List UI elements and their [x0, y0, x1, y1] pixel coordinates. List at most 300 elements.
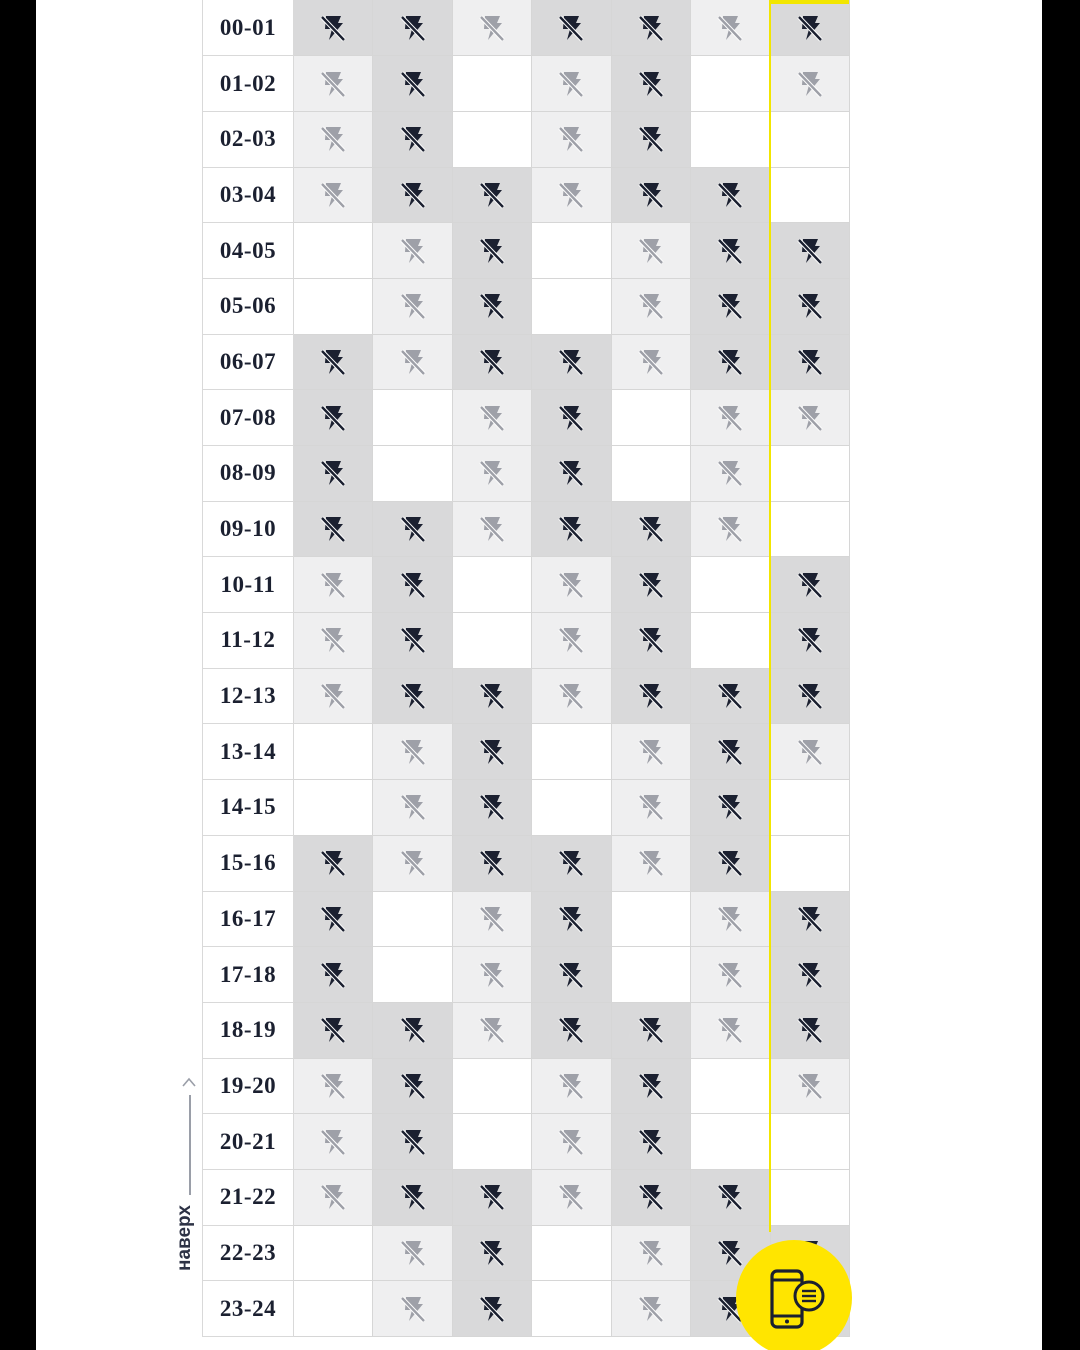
power-on-cell — [691, 56, 770, 112]
no-power-icon — [398, 124, 428, 154]
outage-possible-cell — [611, 1225, 690, 1281]
no-power-icon — [795, 904, 825, 934]
table-row — [203, 557, 850, 613]
no-power-icon — [795, 403, 825, 433]
outage-definite-cell — [294, 334, 373, 390]
outage-possible-cell — [294, 1114, 373, 1170]
no-power-icon — [715, 792, 745, 822]
no-power-icon — [715, 960, 745, 990]
no-power-icon — [556, 69, 586, 99]
no-power-icon — [477, 1015, 507, 1045]
hour-label: 17-18 — [203, 947, 294, 1003]
no-power-icon — [477, 347, 507, 377]
power-on-cell — [532, 278, 611, 334]
outage-possible-cell — [691, 390, 770, 446]
power-on-cell — [452, 111, 531, 167]
outage-definite-cell — [611, 56, 690, 112]
no-power-icon — [556, 347, 586, 377]
power-on-cell — [532, 780, 611, 836]
table-row — [203, 1169, 850, 1225]
power-on-cell — [294, 278, 373, 334]
outage-definite-cell — [373, 1114, 452, 1170]
outage-possible-cell — [532, 111, 611, 167]
no-power-icon — [477, 1182, 507, 1212]
outage-definite-cell — [611, 1058, 690, 1114]
no-power-icon — [795, 1015, 825, 1045]
outage-definite-cell — [532, 501, 611, 557]
no-power-icon — [318, 681, 348, 711]
outage-possible-cell — [691, 947, 770, 1003]
no-power-icon — [556, 1182, 586, 1212]
power-on-cell — [452, 1114, 531, 1170]
outage-possible-cell — [294, 668, 373, 724]
no-power-icon — [398, 792, 428, 822]
outage-definite-cell — [770, 613, 849, 669]
outage-definite-cell — [452, 668, 531, 724]
outage-possible-cell — [611, 780, 690, 836]
outage-definite-cell — [770, 334, 849, 390]
hour-label: 21-22 — [203, 1169, 294, 1225]
power-on-cell — [294, 724, 373, 780]
no-power-icon — [398, 69, 428, 99]
outage-definite-cell — [691, 334, 770, 390]
no-power-icon — [318, 347, 348, 377]
outage-possible-cell — [294, 56, 373, 112]
power-on-cell — [294, 223, 373, 279]
power-on-cell — [691, 1114, 770, 1170]
no-power-icon — [477, 13, 507, 43]
no-power-icon — [477, 403, 507, 433]
no-power-icon — [636, 1238, 666, 1268]
no-power-icon — [636, 1071, 666, 1101]
outage-definite-cell — [691, 278, 770, 334]
no-power-icon — [715, 236, 745, 266]
power-on-cell — [611, 891, 690, 947]
no-power-icon — [318, 625, 348, 655]
outage-definite-cell — [294, 835, 373, 891]
no-power-icon — [636, 570, 666, 600]
hour-label: 18-19 — [203, 1002, 294, 1058]
no-power-icon — [477, 681, 507, 711]
hour-label: 06-07 — [203, 334, 294, 390]
outage-possible-cell — [294, 557, 373, 613]
table-row — [203, 1058, 850, 1114]
outage-definite-cell — [373, 56, 452, 112]
table-row — [203, 1002, 850, 1058]
power-on-cell — [294, 1225, 373, 1281]
outage-definite-cell — [532, 835, 611, 891]
power-on-cell — [373, 891, 452, 947]
outage-definite-cell — [294, 947, 373, 1003]
outage-possible-cell — [611, 334, 690, 390]
no-power-icon — [318, 458, 348, 488]
outage-definite-cell — [691, 780, 770, 836]
no-power-icon — [636, 1182, 666, 1212]
power-on-cell — [770, 1169, 849, 1225]
outage-definite-cell — [532, 891, 611, 947]
outage-definite-cell — [373, 668, 452, 724]
power-on-cell — [373, 390, 452, 446]
outage-definite-cell — [770, 223, 849, 279]
power-on-cell — [691, 557, 770, 613]
hour-label: 10-11 — [203, 557, 294, 613]
outage-definite-cell — [611, 557, 690, 613]
no-power-icon — [636, 236, 666, 266]
no-power-icon — [715, 458, 745, 488]
no-power-icon — [398, 291, 428, 321]
no-power-icon — [556, 848, 586, 878]
outage-possible-cell — [452, 891, 531, 947]
no-power-icon — [477, 960, 507, 990]
power-on-cell — [452, 56, 531, 112]
outage-definite-cell — [452, 1169, 531, 1225]
hour-label: 05-06 — [203, 278, 294, 334]
outage-possible-cell — [373, 223, 452, 279]
outage-possible-cell — [532, 613, 611, 669]
no-power-icon — [318, 1127, 348, 1157]
outage-definite-cell — [532, 390, 611, 446]
hour-label: 02-03 — [203, 111, 294, 167]
outage-possible-cell — [691, 0, 770, 56]
no-power-icon — [318, 13, 348, 43]
outage-possible-cell — [532, 56, 611, 112]
no-power-icon — [795, 347, 825, 377]
power-on-cell — [373, 947, 452, 1003]
table-row — [203, 835, 850, 891]
no-power-icon — [715, 403, 745, 433]
no-power-icon — [715, 291, 745, 321]
no-power-icon — [715, 347, 745, 377]
outage-possible-cell — [373, 1281, 452, 1337]
hour-label: 20-21 — [203, 1114, 294, 1170]
outage-definite-cell — [611, 1002, 690, 1058]
no-power-icon — [636, 180, 666, 210]
no-power-icon — [795, 960, 825, 990]
no-power-icon — [636, 69, 666, 99]
outage-possible-cell — [532, 1169, 611, 1225]
table-row — [203, 724, 850, 780]
table-row — [203, 947, 850, 1003]
table-row — [203, 613, 850, 669]
outage-definite-cell — [294, 446, 373, 502]
page — [36, 0, 1042, 1350]
no-power-icon — [398, 1071, 428, 1101]
outage-definite-cell — [770, 947, 849, 1003]
power-on-cell — [691, 111, 770, 167]
power-on-cell — [373, 446, 452, 502]
outage-definite-cell — [452, 223, 531, 279]
outage-definite-cell — [373, 501, 452, 557]
no-power-icon — [556, 458, 586, 488]
no-power-icon — [636, 291, 666, 321]
hour-label: 01-02 — [203, 56, 294, 112]
current-day-highlight — [769, 0, 771, 1232]
no-power-icon — [795, 570, 825, 600]
outage-possible-cell — [373, 835, 452, 891]
hour-label: 15-16 — [203, 835, 294, 891]
no-power-icon — [318, 848, 348, 878]
no-power-icon — [636, 1127, 666, 1157]
power-on-cell — [770, 446, 849, 502]
outage-definite-cell — [373, 1058, 452, 1114]
no-power-icon — [715, 1238, 745, 1268]
outage-definite-cell — [532, 1002, 611, 1058]
current-day-highlight-top — [769, 0, 849, 4]
no-power-icon — [398, 848, 428, 878]
power-on-cell — [294, 780, 373, 836]
power-on-cell — [770, 501, 849, 557]
outage-definite-cell — [532, 947, 611, 1003]
outage-possible-cell — [770, 1058, 849, 1114]
no-power-icon — [636, 1294, 666, 1324]
phone-chat-icon — [762, 1264, 830, 1332]
arrow-up-icon — [181, 1075, 197, 1089]
no-power-icon — [556, 1015, 586, 1045]
outage-possible-cell — [452, 501, 531, 557]
no-power-icon — [636, 124, 666, 154]
outage-possible-cell — [373, 1225, 452, 1281]
no-power-icon — [398, 1238, 428, 1268]
outage-definite-cell — [770, 891, 849, 947]
power-on-cell — [770, 111, 849, 167]
outage-definite-cell — [770, 278, 849, 334]
outage-possible-cell — [691, 446, 770, 502]
outage-possible-cell — [611, 835, 690, 891]
no-power-icon — [398, 681, 428, 711]
outage-definite-cell — [452, 780, 531, 836]
no-power-icon — [556, 625, 586, 655]
power-on-cell — [611, 947, 690, 1003]
no-power-icon — [477, 458, 507, 488]
outage-possible-cell — [611, 724, 690, 780]
outage-definite-cell — [373, 557, 452, 613]
no-power-icon — [715, 681, 745, 711]
no-power-icon — [477, 236, 507, 266]
outage-possible-cell — [611, 1281, 690, 1337]
outage-definite-cell — [373, 0, 452, 56]
outage-possible-cell — [452, 390, 531, 446]
no-power-icon — [795, 1071, 825, 1101]
table-row — [203, 111, 850, 167]
no-power-icon — [556, 681, 586, 711]
outage-possible-cell — [294, 1058, 373, 1114]
outage-possible-cell — [532, 1058, 611, 1114]
power-on-cell — [452, 557, 531, 613]
table-row — [203, 334, 850, 390]
outage-possible-cell — [294, 613, 373, 669]
outage-definite-cell — [532, 0, 611, 56]
no-power-icon — [318, 570, 348, 600]
table-row — [203, 501, 850, 557]
scroll-to-top-button[interactable] — [172, 1075, 202, 1280]
no-power-icon — [556, 124, 586, 154]
no-power-icon — [398, 1294, 428, 1324]
outage-possible-cell — [294, 167, 373, 223]
power-on-cell — [770, 1114, 849, 1170]
outage-definite-cell — [452, 278, 531, 334]
outage-possible-cell — [532, 557, 611, 613]
power-on-cell — [770, 167, 849, 223]
outage-schedule-table — [202, 0, 850, 1337]
no-power-icon — [556, 904, 586, 934]
hour-label: 07-08 — [203, 390, 294, 446]
outage-definite-cell — [452, 724, 531, 780]
hour-label: 00-01 — [203, 0, 294, 56]
outage-possible-cell — [611, 278, 690, 334]
no-power-icon — [477, 737, 507, 767]
outage-definite-cell — [691, 724, 770, 780]
no-power-icon — [795, 737, 825, 767]
outage-possible-cell — [532, 1114, 611, 1170]
outage-definite-cell — [691, 223, 770, 279]
no-power-icon — [398, 13, 428, 43]
no-power-icon — [636, 625, 666, 655]
outage-definite-cell — [294, 1002, 373, 1058]
no-power-icon — [477, 291, 507, 321]
outage-possible-cell — [770, 390, 849, 446]
no-power-icon — [715, 514, 745, 544]
no-power-icon — [636, 514, 666, 544]
hour-label: 09-10 — [203, 501, 294, 557]
no-power-icon — [556, 13, 586, 43]
table-row — [203, 223, 850, 279]
outage-definite-cell — [294, 0, 373, 56]
outage-possible-cell — [452, 1002, 531, 1058]
no-power-icon — [556, 1127, 586, 1157]
table-row — [203, 891, 850, 947]
no-power-icon — [398, 347, 428, 377]
no-power-icon — [398, 236, 428, 266]
chat-button[interactable] — [736, 1240, 852, 1350]
outage-definite-cell — [452, 1225, 531, 1281]
outage-possible-cell — [294, 1169, 373, 1225]
outage-possible-cell — [770, 724, 849, 780]
no-power-icon — [556, 960, 586, 990]
outage-definite-cell — [611, 613, 690, 669]
outage-definite-cell — [532, 334, 611, 390]
outage-definite-cell — [532, 446, 611, 502]
power-on-cell — [611, 446, 690, 502]
outage-definite-cell — [294, 501, 373, 557]
outage-definite-cell — [373, 111, 452, 167]
hour-label: 19-20 — [203, 1058, 294, 1114]
hour-label: 12-13 — [203, 668, 294, 724]
table-row — [203, 780, 850, 836]
no-power-icon — [795, 681, 825, 711]
no-power-icon — [318, 1071, 348, 1101]
no-power-icon — [318, 1015, 348, 1045]
power-on-cell — [452, 613, 531, 669]
no-power-icon — [477, 792, 507, 822]
no-power-icon — [795, 625, 825, 655]
power-on-cell — [532, 223, 611, 279]
outage-possible-cell — [452, 0, 531, 56]
outage-definite-cell — [770, 668, 849, 724]
no-power-icon — [556, 180, 586, 210]
hour-label: 22-23 — [203, 1225, 294, 1281]
power-on-cell — [770, 835, 849, 891]
no-power-icon — [556, 514, 586, 544]
no-power-icon — [477, 904, 507, 934]
table-row — [203, 1114, 850, 1170]
power-on-cell — [691, 1058, 770, 1114]
hour-label: 23-24 — [203, 1281, 294, 1337]
outage-definite-cell — [611, 501, 690, 557]
hour-label: 08-09 — [203, 446, 294, 502]
outage-definite-cell — [770, 1002, 849, 1058]
table-row — [203, 390, 850, 446]
power-on-cell — [611, 390, 690, 446]
outage-possible-cell — [691, 891, 770, 947]
no-power-icon — [477, 1238, 507, 1268]
outage-possible-cell — [373, 278, 452, 334]
power-on-cell — [294, 1281, 373, 1337]
no-power-icon — [636, 13, 666, 43]
no-power-icon — [398, 625, 428, 655]
no-power-icon — [556, 1071, 586, 1101]
table-row — [203, 278, 850, 334]
no-power-icon — [795, 69, 825, 99]
no-power-icon — [398, 570, 428, 600]
no-power-icon — [398, 1127, 428, 1157]
no-power-icon — [398, 180, 428, 210]
no-power-icon — [398, 514, 428, 544]
power-on-cell — [770, 780, 849, 836]
no-power-icon — [556, 570, 586, 600]
no-power-icon — [715, 180, 745, 210]
no-power-icon — [318, 69, 348, 99]
outage-definite-cell — [691, 835, 770, 891]
no-power-icon — [715, 904, 745, 934]
no-power-icon — [318, 514, 348, 544]
outage-definite-cell — [611, 1169, 690, 1225]
outage-possible-cell — [373, 334, 452, 390]
no-power-icon — [318, 904, 348, 934]
outage-possible-cell — [770, 56, 849, 112]
outage-possible-cell — [452, 947, 531, 1003]
no-power-icon — [556, 403, 586, 433]
power-on-cell — [532, 1225, 611, 1281]
no-power-icon — [318, 180, 348, 210]
no-power-icon — [318, 960, 348, 990]
table-row — [203, 167, 850, 223]
outage-definite-cell — [691, 1169, 770, 1225]
outage-definite-cell — [770, 0, 849, 56]
table-row — [203, 0, 850, 56]
no-power-icon — [398, 1182, 428, 1212]
outage-definite-cell — [691, 668, 770, 724]
outage-definite-cell — [770, 557, 849, 613]
no-power-icon — [795, 291, 825, 321]
outage-possible-cell — [373, 724, 452, 780]
outage-possible-cell — [294, 111, 373, 167]
outage-definite-cell — [611, 0, 690, 56]
outage-definite-cell — [452, 1281, 531, 1337]
table-row — [203, 668, 850, 724]
no-power-icon — [715, 1182, 745, 1212]
no-power-icon — [715, 13, 745, 43]
outage-definite-cell — [611, 111, 690, 167]
outage-definite-cell — [611, 167, 690, 223]
no-power-icon — [477, 1294, 507, 1324]
power-on-cell — [532, 1281, 611, 1337]
no-power-icon — [715, 848, 745, 878]
outage-possible-cell — [532, 167, 611, 223]
no-power-icon — [795, 236, 825, 266]
hour-label: 13-14 — [203, 724, 294, 780]
outage-possible-cell — [532, 668, 611, 724]
outage-definite-cell — [452, 334, 531, 390]
